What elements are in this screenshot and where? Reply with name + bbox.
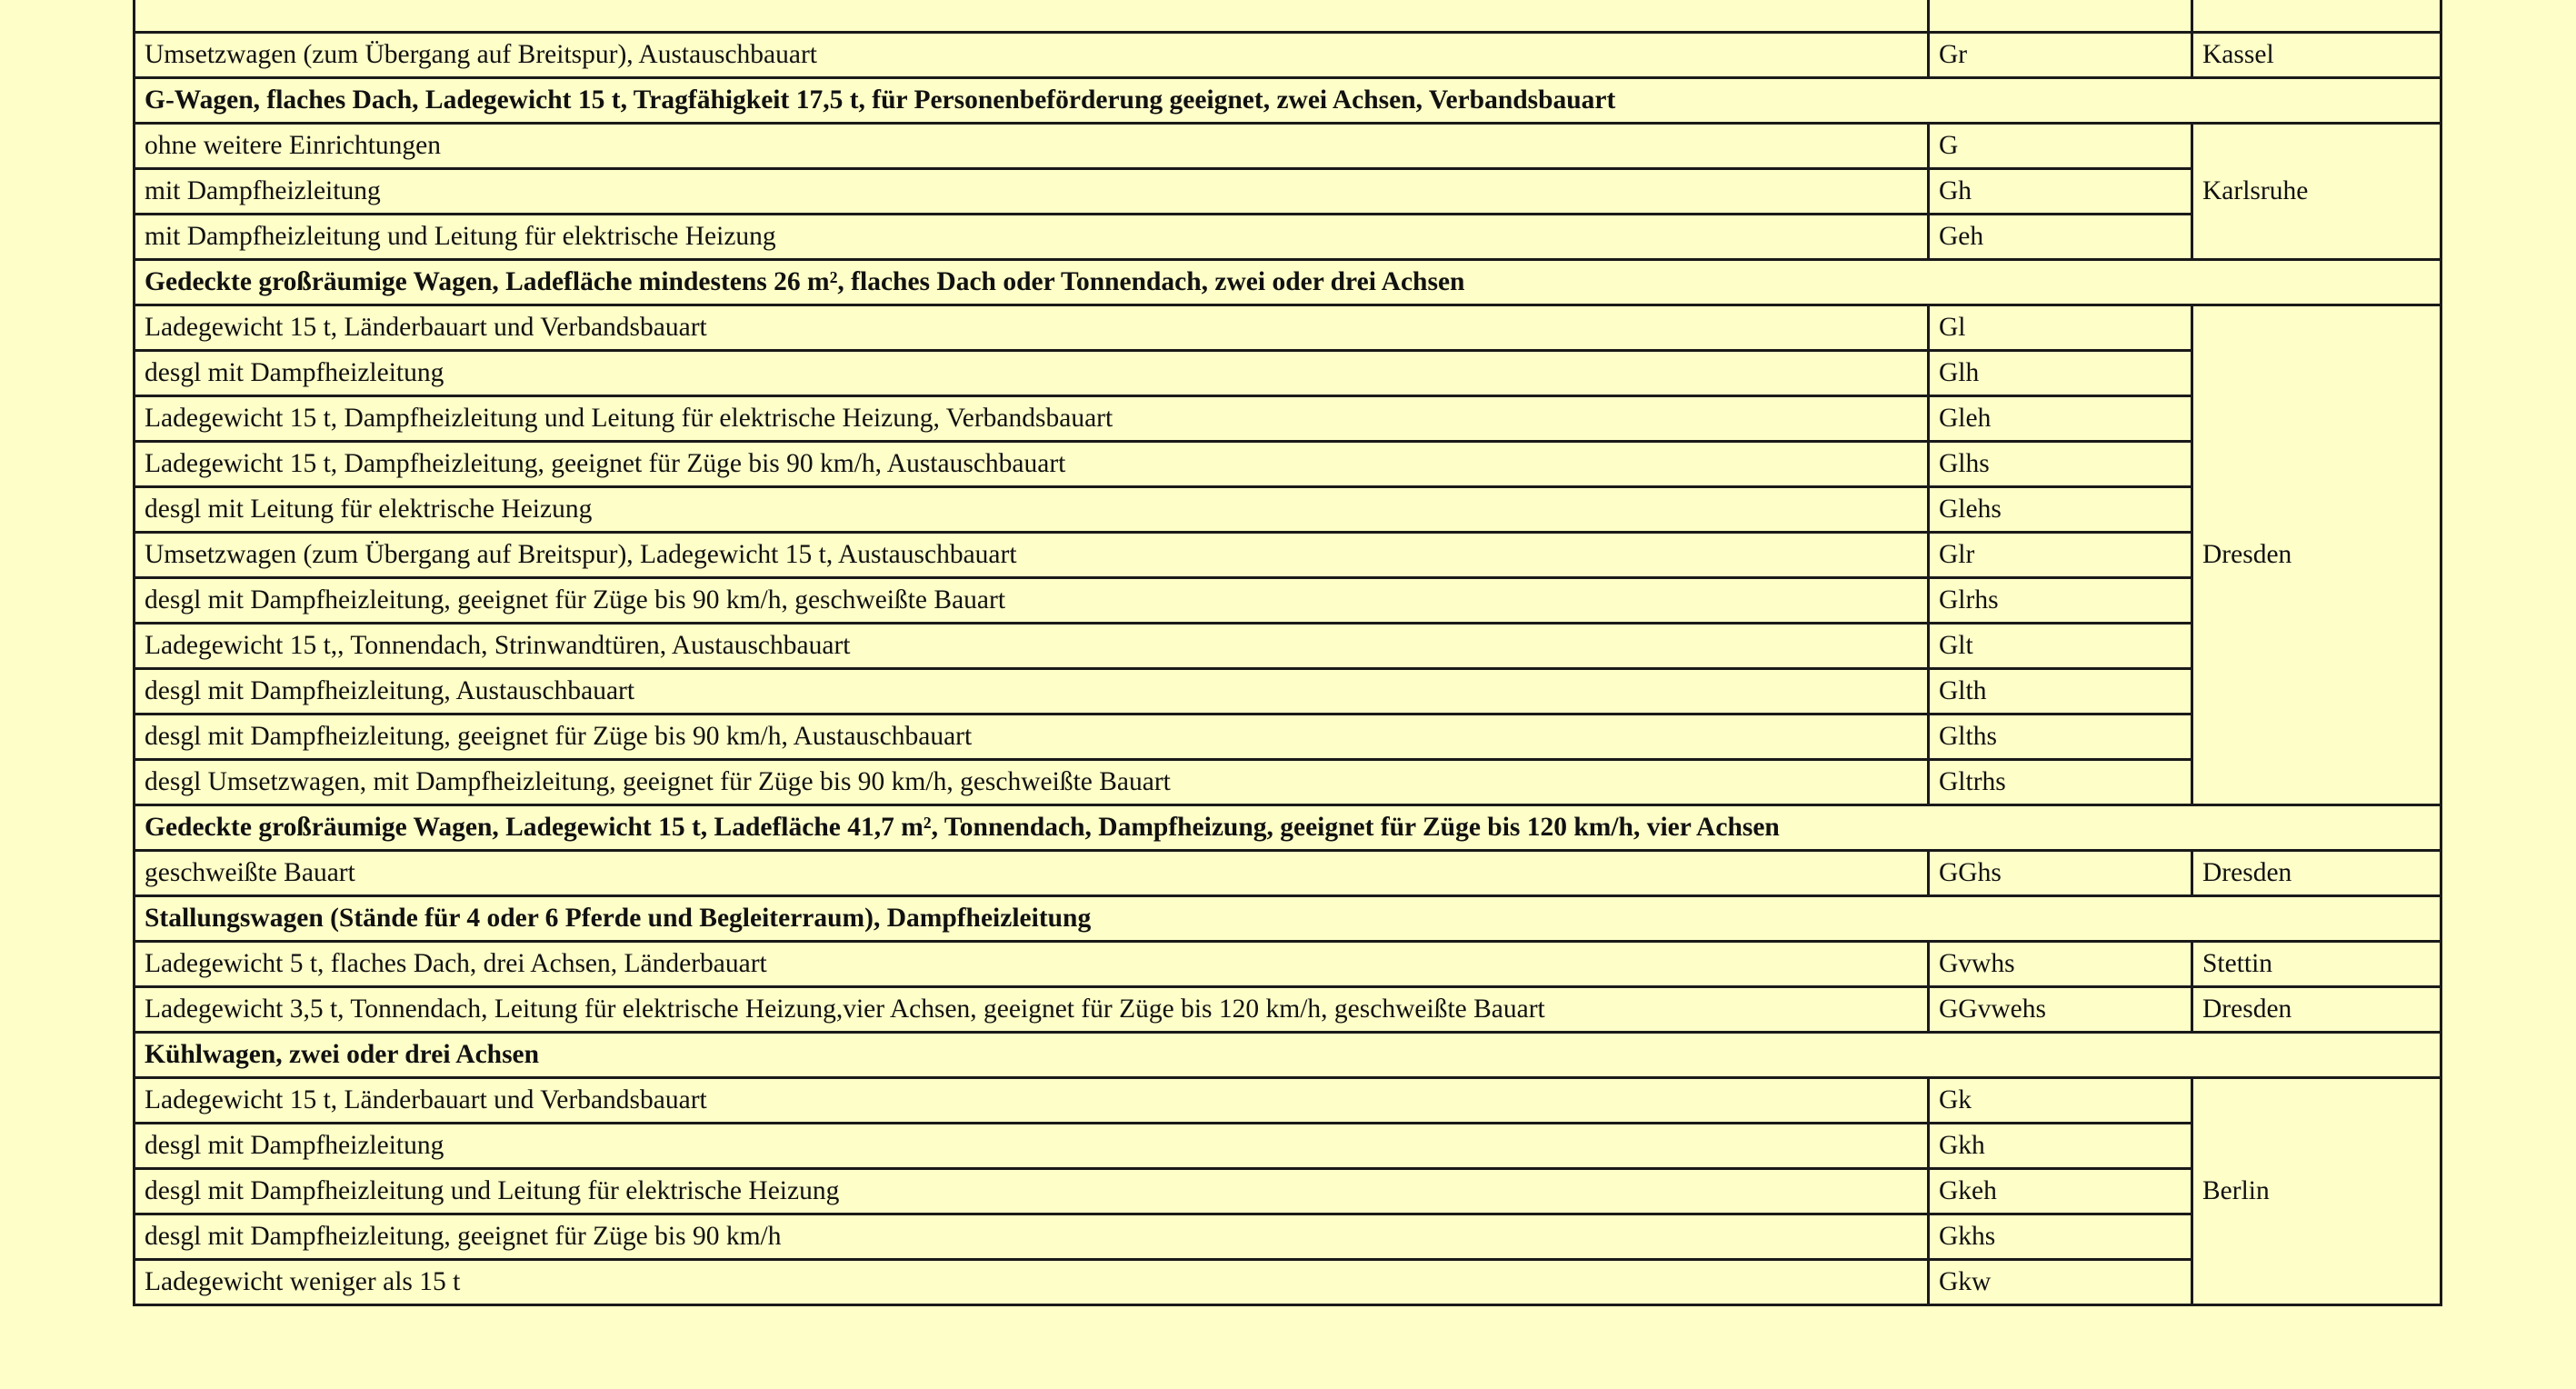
- wagon-class-code: Gk: [1929, 1078, 2192, 1124]
- wagon-description: mit Dampfheizleitung und Leitung für elektrische Heizung: [135, 215, 1929, 260]
- home-directorate: Dresden: [2192, 851, 2441, 896]
- home-directorate: Kassel: [2192, 33, 2441, 78]
- table-row: [135, 1260, 2441, 1305]
- top-partial-cell: [1929, 0, 2192, 33]
- wagon-class-code: Glhs: [1929, 442, 2192, 487]
- section-header: G-Wagen, flaches Dach, Ladegewicht 15 t, Tragfähigkeit 17,5 t, für Personenbeförderung geeignet, zwei Achsen, Verbandsbauart: [135, 78, 2441, 124]
- wagon-class-code: Geh: [1929, 215, 2192, 260]
- wagon-description: Ladegewicht 5 t, flaches Dach, drei Achsen, Länderbauart: [135, 942, 1929, 987]
- table-row: [135, 487, 2441, 533]
- home-directorate: Dresden: [2192, 987, 2441, 1033]
- wagon-class-code: Glrhs: [1929, 578, 2192, 624]
- section-header: Kühlwagen, zwei oder drei Achsen: [135, 1033, 2441, 1078]
- wagon-class-code: Gvwhs: [1929, 942, 2192, 987]
- wagon-class-code: GGvwehs: [1929, 987, 2192, 1033]
- table-row-top-partial: [135, 0, 2441, 33]
- wagon-classification-table: [133, 0, 2442, 1306]
- wagon-description: desgl mit Dampfheizleitung, Austauschbauart: [135, 669, 1929, 714]
- table-row: [135, 124, 2441, 169]
- table-row: [135, 1214, 2441, 1260]
- wagon-description: Ladegewicht 15 t,, Tonnendach, Strinwandtüren, Austauschbauart: [135, 624, 1929, 669]
- table-row: [135, 578, 2441, 624]
- wagon-class-code: Gkh: [1929, 1124, 2192, 1169]
- table-row: [135, 351, 2441, 396]
- table-row: [135, 714, 2441, 760]
- section-header: Gedeckte großräumige Wagen, Ladefläche mindestens 26 m², flaches Dach oder Tonnendach, zwei oder drei Achsen: [135, 260, 2441, 305]
- table-row: [135, 1078, 2441, 1124]
- wagon-class-code: Gkhs: [1929, 1214, 2192, 1260]
- top-partial-cell: [135, 0, 1929, 33]
- wagon-class-code: GGhs: [1929, 851, 2192, 896]
- table-body: [135, 0, 2441, 1305]
- wagon-class-code: Glths: [1929, 714, 2192, 760]
- wagon-class-code: Glr: [1929, 533, 2192, 578]
- wagon-description: Ladegewicht 15 t, Dampfheizleitung und Leitung für elektrische Heizung, Verbandsbauart: [135, 396, 1929, 442]
- section-header-row: [135, 1033, 2441, 1078]
- home-directorate: Berlin: [2192, 1078, 2441, 1305]
- table-row: [135, 442, 2441, 487]
- section-header: Stallungswagen (Stände für 4 oder 6 Pferde und Begleiterraum), Dampfheizleitung: [135, 896, 2441, 942]
- wagon-description: desgl mit Dampfheizleitung und Leitung für elektrische Heizung: [135, 1169, 1929, 1214]
- wagon-description: Umsetzwagen (zum Übergang auf Breitspur), Ladegewicht 15 t, Austauschbauart: [135, 533, 1929, 578]
- table-row: [135, 1169, 2441, 1214]
- table-row: [135, 851, 2441, 896]
- wagon-class-code: Glehs: [1929, 487, 2192, 533]
- section-header-row: [135, 805, 2441, 851]
- table-row: [135, 33, 2441, 78]
- section-header-row: [135, 896, 2441, 942]
- wagon-description: desgl mit Leitung für elektrische Heizung: [135, 487, 1929, 533]
- wagon-description: ohne weitere Einrichtungen: [135, 124, 1929, 169]
- home-directorate: Stettin: [2192, 942, 2441, 987]
- table-row: [135, 396, 2441, 442]
- table-row: [135, 624, 2441, 669]
- table-row: [135, 987, 2441, 1033]
- wagon-description: desgl mit Dampfheizleitung, geeignet für Züge bis 90 km/h, Austauschbauart: [135, 714, 1929, 760]
- wagon-class-code: Gltrhs: [1929, 760, 2192, 805]
- table-row: [135, 169, 2441, 215]
- wagon-description: Ladegewicht 15 t, Länderbauart und Verbandsbauart: [135, 1078, 1929, 1124]
- wagon-description: Umsetzwagen (zum Übergang auf Breitspur), Austauschbauart: [135, 33, 1929, 78]
- top-partial-cell: [2192, 0, 2441, 33]
- home-directorate: Dresden: [2192, 305, 2441, 805]
- table-row: [135, 760, 2441, 805]
- wagon-description: Ladegewicht weniger als 15 t: [135, 1260, 1929, 1305]
- section-header-row: [135, 260, 2441, 305]
- table-row: [135, 305, 2441, 351]
- wagon-description: desgl Umsetzwagen, mit Dampfheizleitung, geeignet für Züge bis 90 km/h, geschweißte Bauart: [135, 760, 1929, 805]
- wagon-class-code: Gkw: [1929, 1260, 2192, 1305]
- wagon-description: geschweißte Bauart: [135, 851, 1929, 896]
- section-header-row: [135, 78, 2441, 124]
- wagon-class-code: Glth: [1929, 669, 2192, 714]
- wagon-description: mit Dampfheizleitung: [135, 169, 1929, 215]
- wagon-description: desgl mit Dampfheizleitung: [135, 1124, 1929, 1169]
- wagon-class-code: Gr: [1929, 33, 2192, 78]
- table-row: [135, 1124, 2441, 1169]
- table-row: [135, 942, 2441, 987]
- wagon-description: Ladegewicht 3,5 t, Tonnendach, Leitung für elektrische Heizung,vier Achsen, geeignet für Züge bis 120 km/h, geschweißte Bauart: [135, 987, 1929, 1033]
- table-row: [135, 215, 2441, 260]
- wagon-description: desgl mit Dampfheizleitung, geeignet für Züge bis 90 km/h, geschweißte Bauart: [135, 578, 1929, 624]
- table-row: [135, 669, 2441, 714]
- wagon-description: desgl mit Dampfheizleitung: [135, 351, 1929, 396]
- home-directorate: Karlsruhe: [2192, 124, 2441, 260]
- wagon-class-code: G: [1929, 124, 2192, 169]
- wagon-description: Ladegewicht 15 t, Länderbauart und Verbandsbauart: [135, 305, 1929, 351]
- wagon-class-code: Glh: [1929, 351, 2192, 396]
- wagon-class-code: Glt: [1929, 624, 2192, 669]
- section-header: Gedeckte großräumige Wagen, Ladegewicht 15 t, Ladefläche 41,7 m², Tonnendach, Dampfheizung, geeignet für Züge bis 120 km/h, vier Achsen: [135, 805, 2441, 851]
- wagon-class-code: Gh: [1929, 169, 2192, 215]
- wagon-class-code: Gleh: [1929, 396, 2192, 442]
- wagon-description: Ladegewicht 15 t, Dampfheizleitung, geeignet für Züge bis 90 km/h, Austauschbauart: [135, 442, 1929, 487]
- wagon-class-code: Gl: [1929, 305, 2192, 351]
- wagon-description: desgl mit Dampfheizleitung, geeignet für Züge bis 90 km/h: [135, 1214, 1929, 1260]
- table-row: [135, 533, 2441, 578]
- wagon-class-code: Gkeh: [1929, 1169, 2192, 1214]
